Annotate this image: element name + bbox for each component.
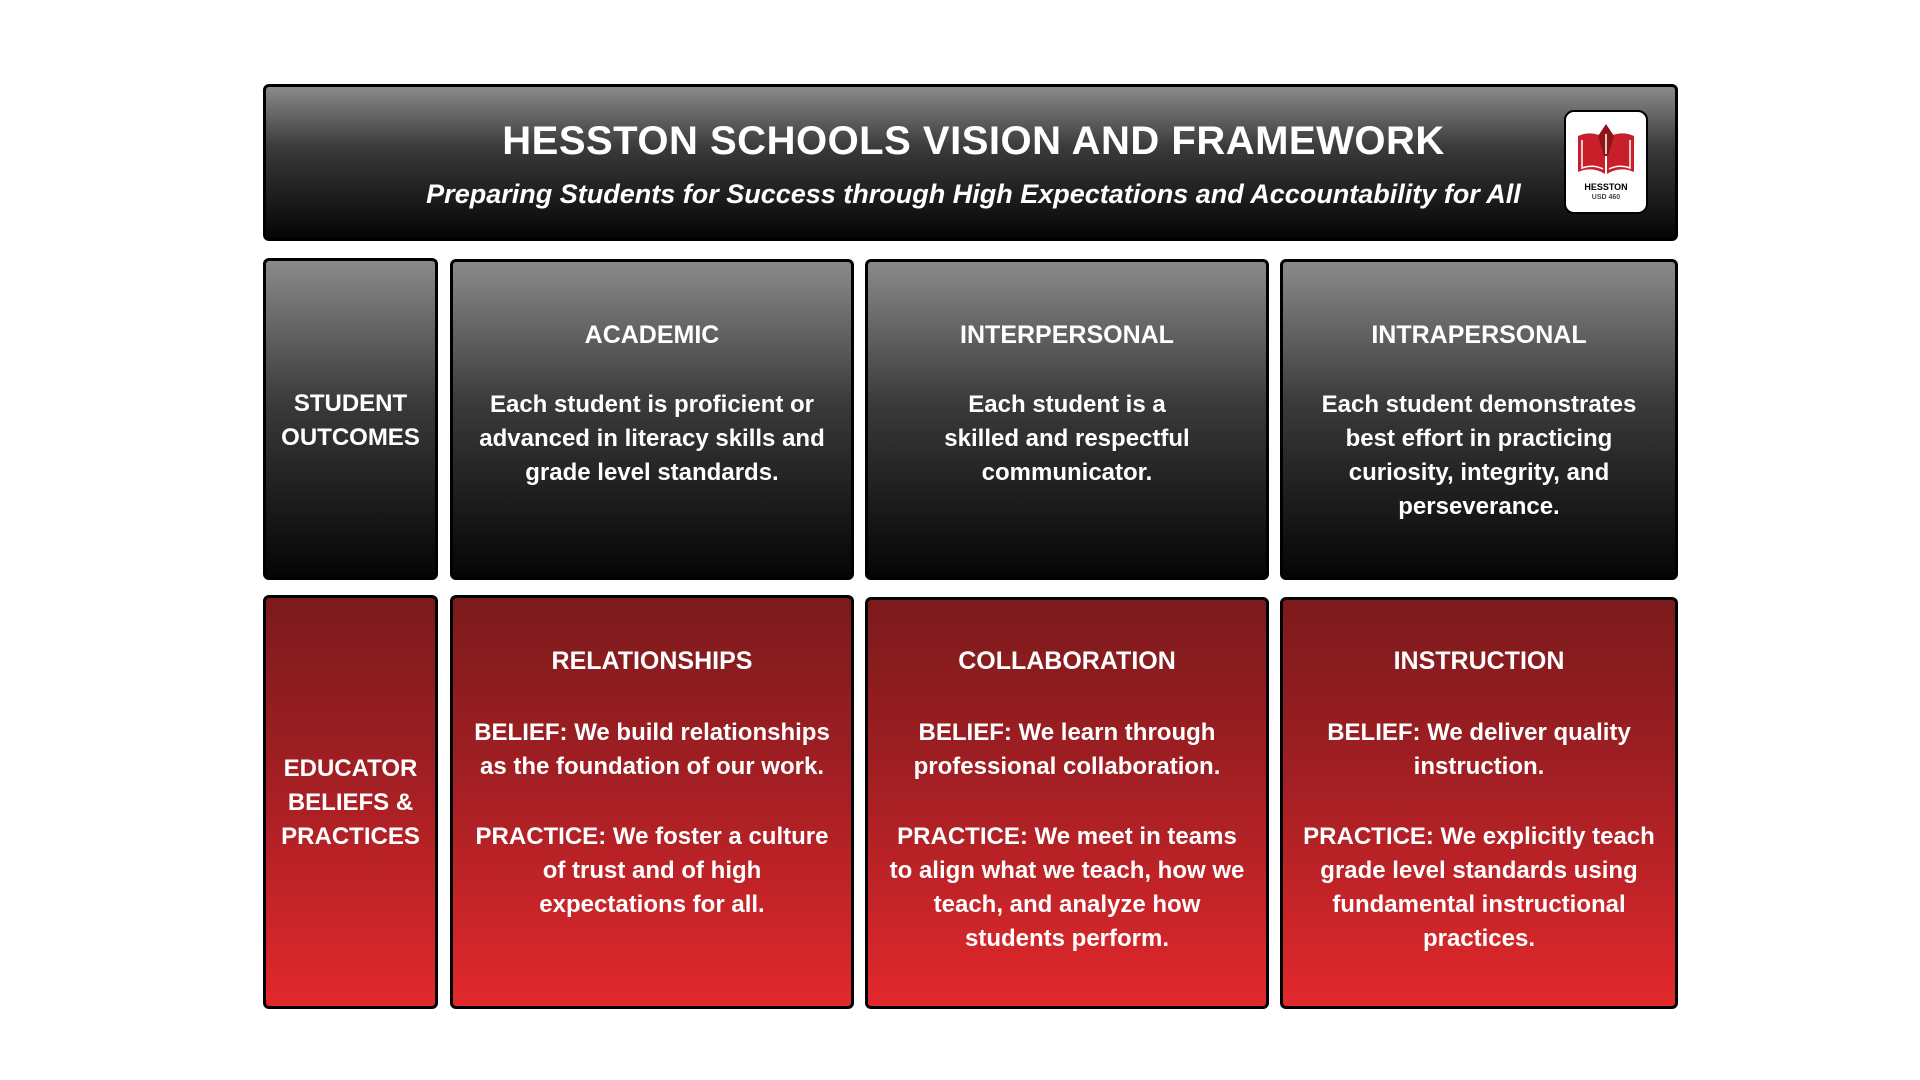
text-line: communicator. bbox=[981, 459, 1153, 486]
text-line: advanced in literacy skills and bbox=[479, 425, 825, 452]
text-line: fundamental instructional bbox=[1332, 891, 1626, 918]
text-line: PRACTICE: We foster a culture bbox=[475, 823, 829, 850]
text-line: teach, and analyze how bbox=[933, 891, 1201, 918]
practice-text bbox=[1283, 820, 1675, 956]
educator-title: RELATIONSHIPS bbox=[551, 647, 753, 675]
text-line: BELIEF: We deliver quality bbox=[1327, 719, 1631, 746]
text-line: perseverance. bbox=[1398, 493, 1560, 520]
outcome-text bbox=[453, 388, 851, 490]
student-outcomes-label-box bbox=[263, 258, 438, 580]
open-book-pen-icon bbox=[1574, 122, 1638, 182]
student-outcomes-label bbox=[266, 387, 435, 455]
text-line: as the foundation of our work. bbox=[480, 753, 824, 780]
educator-title: COLLABORATION bbox=[958, 647, 1176, 675]
belief-text bbox=[1283, 716, 1675, 784]
text-line: PRACTICE: We meet in teams bbox=[897, 823, 1237, 850]
label-line: STUDENT bbox=[293, 390, 408, 417]
outcome-card-academic bbox=[450, 259, 854, 580]
outcome-title: INTRAPERSONAL bbox=[1371, 321, 1587, 349]
educator-card-collaboration bbox=[865, 597, 1269, 1009]
text-line: Each student demonstrates bbox=[1321, 391, 1637, 418]
logo-name: HESSTON bbox=[1584, 182, 1628, 192]
text-line: PRACTICE: We explicitly teach bbox=[1303, 823, 1655, 850]
page-title: HESSTON SCHOOLS VISION AND FRAMEWORK bbox=[502, 119, 1445, 163]
outcome-text bbox=[868, 388, 1266, 490]
hesston-logo bbox=[1564, 110, 1648, 214]
text-line: BELIEF: We learn through bbox=[918, 719, 1216, 746]
outcome-card-interpersonal bbox=[865, 259, 1269, 580]
text-line: grade level standards. bbox=[525, 459, 779, 486]
logo-sub: USD 460 bbox=[1591, 194, 1621, 201]
text-line: BELIEF: We build relationships bbox=[474, 719, 830, 746]
outcome-text bbox=[1283, 388, 1675, 524]
educator-card-instruction bbox=[1280, 597, 1678, 1009]
educator-label bbox=[266, 752, 435, 854]
header-banner bbox=[263, 84, 1678, 241]
text-line: to align what we teach, how we bbox=[889, 857, 1245, 884]
text-line: expectations for all. bbox=[539, 891, 765, 918]
label-line: EDUCATOR bbox=[283, 755, 418, 782]
educator-card-relationships bbox=[450, 595, 854, 1009]
text-line: Each student is proficient or bbox=[489, 391, 815, 418]
practice-text bbox=[868, 820, 1266, 956]
text-line: skilled and respectful bbox=[944, 425, 1190, 452]
text-line: students perform. bbox=[964, 925, 1170, 952]
outcome-title: INTERPERSONAL bbox=[960, 321, 1174, 349]
page-subtitle: Preparing Students for Success through High Expectations and Accountability for All bbox=[426, 179, 1521, 209]
text-line: practices. bbox=[1422, 925, 1536, 952]
text-line: of trust and of high bbox=[542, 857, 762, 884]
text-line: instruction. bbox=[1413, 753, 1545, 780]
practice-text bbox=[453, 820, 851, 922]
text-line: grade level standards using bbox=[1320, 857, 1638, 884]
text-line: Each student is a bbox=[968, 391, 1166, 418]
educator-label-box bbox=[263, 595, 438, 1009]
text-line: curiosity, integrity, and bbox=[1348, 459, 1610, 486]
label-line: OUTCOMES bbox=[281, 424, 420, 451]
educator-title: INSTRUCTION bbox=[1393, 647, 1565, 675]
label-line: BELIEFS & bbox=[287, 789, 414, 816]
label-line: PRACTICES bbox=[281, 823, 420, 850]
belief-text bbox=[453, 716, 851, 784]
belief-text bbox=[868, 716, 1266, 784]
outcome-title: ACADEMIC bbox=[584, 321, 720, 349]
text-line: professional collaboration. bbox=[913, 753, 1221, 780]
text-line: best effort in practicing bbox=[1345, 425, 1613, 452]
outcome-card-intrapersonal bbox=[1280, 259, 1678, 580]
